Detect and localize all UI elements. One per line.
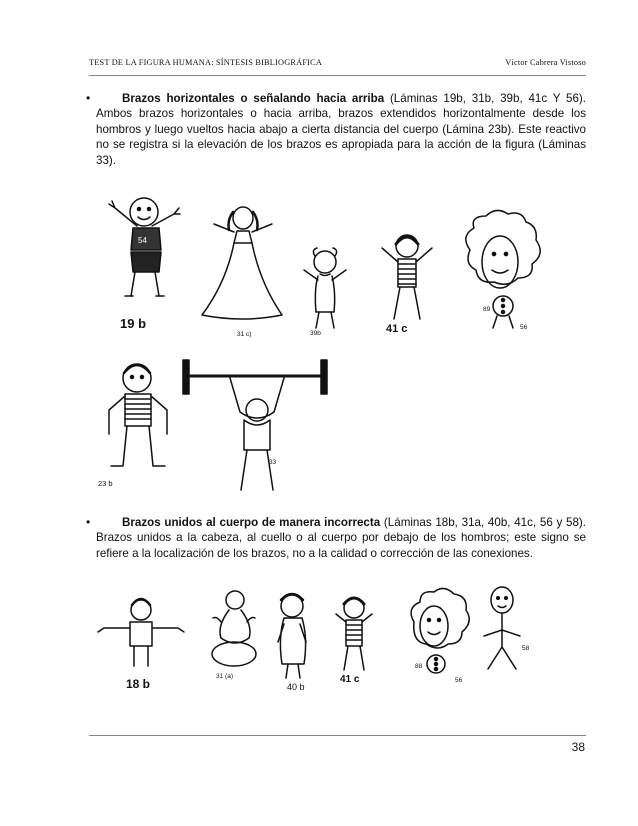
label-31c: 31 c) <box>237 331 252 338</box>
label-33: 33 <box>269 459 277 466</box>
bullet-2: • <box>86 515 91 529</box>
drawing-19b <box>109 198 180 296</box>
bullet-1: • <box>86 91 91 105</box>
mark-89: 89 <box>483 306 491 313</box>
drawing-41c-b <box>336 598 372 670</box>
label-23b: 23 b <box>98 479 113 488</box>
drawing-18b <box>98 599 184 666</box>
header-author: Víctor Cabrera Vistoso <box>505 58 586 67</box>
label-41c: 41 c <box>386 323 408 335</box>
drawing-39b <box>304 248 346 328</box>
drawing-23b <box>109 364 167 466</box>
section-1-term: Brazos horizontales o señalando hacia arriba <box>122 92 385 105</box>
page-number: 38 <box>571 740 585 754</box>
header-title: TEST DE LA FIGURA HUMANA: SÍNTESIS BIBLIOGRÁFICA <box>89 58 323 67</box>
drawing-31c <box>202 207 282 319</box>
drawing-33 <box>183 360 327 490</box>
label-19b: 19 b <box>120 316 147 331</box>
drawing-40b <box>278 594 306 678</box>
drawing-58 <box>484 587 520 669</box>
drawing-56-b <box>411 588 469 673</box>
mark-88: 88 <box>415 663 423 670</box>
drawing-31a <box>212 591 256 666</box>
label-56-b: 56 <box>455 677 463 684</box>
label-40b: 40 b <box>287 682 305 692</box>
section-2-body: (Láminas 18b, 31a, 40b, 41c, 56 y 58). Brazos unidos a la cabeza, al cuello o al cuerpo por debajo de los hombros; este signo se refiere a la localización de los brazos, no a la calidad o corrección de las conexiones. <box>96 516 586 560</box>
label-56: 56 <box>520 324 528 331</box>
drawing-56 <box>466 210 540 328</box>
mark-54: 54 <box>138 236 147 245</box>
label-18b: 18 b <box>126 677 151 691</box>
label-39b: 39b <box>310 330 321 337</box>
section-1-body: (Láminas 19b, 31b, 39b, 41c Y 56). Ambos brazos horizontales o hacia arriba, brazos extendidos horizontalmente desde los hombros y luego vueltos hacia abajo a cierta distancia del cuerpo (Lámina 23b). Este reactivo no se registra si la elevación de los brazos es apropiada para la acción de la figura (Láminas 33). <box>96 92 586 167</box>
label-31a: 31 (a) <box>216 673 233 680</box>
drawing-41c <box>382 235 432 319</box>
label-41c-b: 41 c <box>340 674 360 685</box>
section-2-term: Brazos unidos al cuerpo de manera incorrecta <box>122 516 381 529</box>
label-58: 58 <box>522 645 530 652</box>
footer-rule <box>89 735 586 736</box>
